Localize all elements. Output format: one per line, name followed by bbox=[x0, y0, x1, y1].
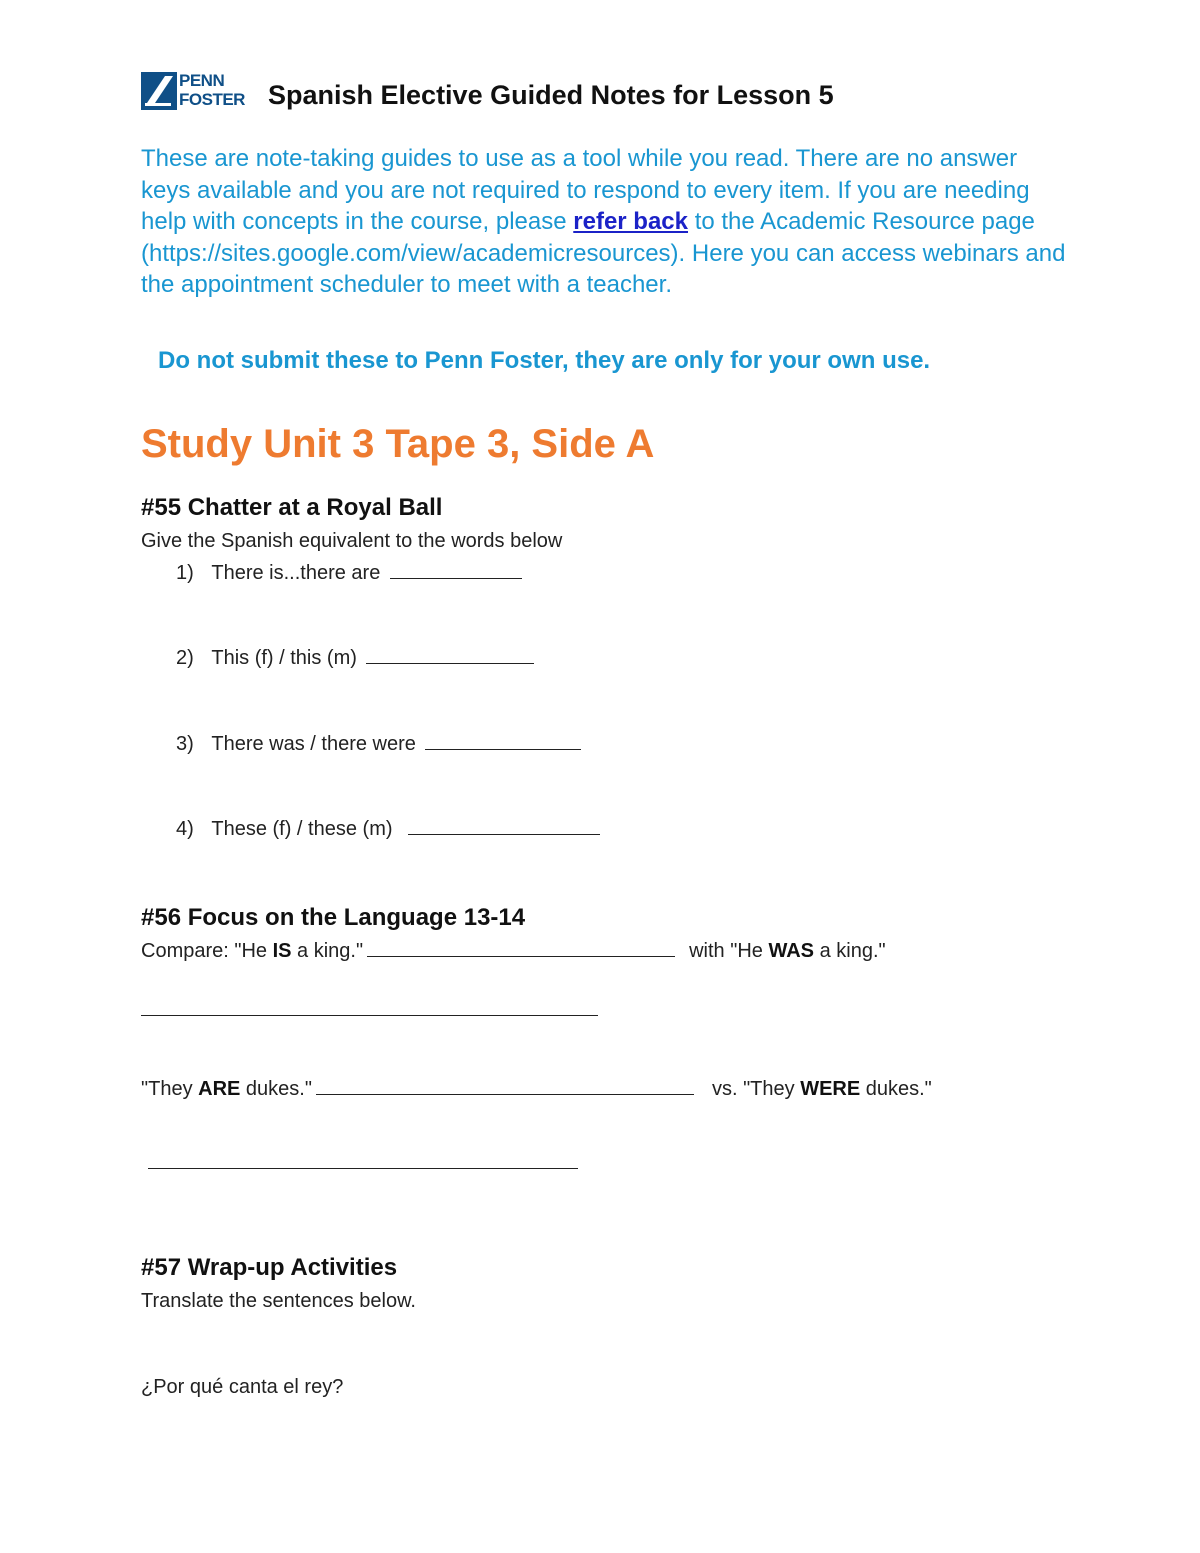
compare-text: "They bbox=[141, 1078, 199, 1100]
item-text: There was / there were bbox=[211, 733, 416, 755]
unit-heading: Study Unit 3 Tape 3, Side A bbox=[141, 422, 655, 466]
answer-blank[interactable] bbox=[390, 564, 522, 579]
compare-text: with "He bbox=[689, 940, 769, 962]
usage-warning: Do not submit these to Penn Foster, they are only for your own use. bbox=[158, 347, 931, 374]
section-55-instruction: Give the Spanish equivalent to the words below bbox=[141, 530, 563, 552]
answer-line[interactable] bbox=[141, 1015, 598, 1016]
item-number: 2) bbox=[176, 647, 194, 669]
item-text: There is...there are bbox=[211, 562, 381, 584]
section-56-heading: #56 Focus on the Language 13-14 bbox=[141, 904, 526, 931]
item-number: 4) bbox=[176, 818, 194, 840]
answer-blank[interactable] bbox=[366, 649, 534, 664]
compare-text: dukes." bbox=[240, 1078, 312, 1100]
compare-text: a king." bbox=[291, 940, 364, 962]
translate-sentence: ¿Por qué canta el rey? bbox=[141, 1376, 344, 1398]
list-item bbox=[176, 818, 600, 841]
section-57-instruction: Translate the sentences below. bbox=[141, 1290, 416, 1312]
compare-emphasis: WAS bbox=[768, 940, 815, 962]
refer-back-link[interactable]: refer back bbox=[573, 208, 689, 236]
penn-foster-logo bbox=[141, 72, 269, 112]
item-text: This (f) / this (m) bbox=[211, 647, 357, 669]
compare-text: dukes." bbox=[860, 1078, 932, 1100]
intro-text-start: These are note-taking guides to use as a tool while you read. There are no answer keys available and you are not required to respond to every item. If you are needing help with concepts in the course, please bbox=[141, 145, 1030, 236]
logo-mark-icon bbox=[141, 72, 177, 110]
section-55-heading: #55 Chatter at a Royal Ball bbox=[141, 494, 443, 521]
answer-blank[interactable] bbox=[425, 735, 581, 750]
compare-emphasis: ARE bbox=[198, 1078, 241, 1100]
compare-emphasis: IS bbox=[272, 940, 292, 962]
list-item bbox=[176, 733, 581, 756]
compare-line-2 bbox=[141, 1078, 932, 1101]
list-item bbox=[176, 647, 534, 670]
compare-text: a king." bbox=[814, 940, 886, 962]
page-title: Spanish Elective Guided Notes for Lesson 5 bbox=[268, 80, 834, 110]
item-text: These (f) / these (m) bbox=[211, 818, 393, 840]
compare-emphasis: WERE bbox=[800, 1078, 861, 1100]
compare-text: vs. "They bbox=[711, 1078, 801, 1100]
item-number: 1) bbox=[176, 562, 194, 584]
answer-line[interactable] bbox=[148, 1168, 578, 1169]
answer-blank[interactable] bbox=[367, 942, 675, 957]
list-item bbox=[176, 562, 522, 585]
section-57-heading: #57 Wrap-up Activities bbox=[141, 1254, 398, 1281]
logo-word-bottom: FOSTER bbox=[179, 90, 245, 109]
item-number: 3) bbox=[176, 733, 194, 755]
compare-text: Compare: "He bbox=[141, 940, 273, 962]
answer-blank[interactable] bbox=[316, 1080, 694, 1095]
logo-word-top: PENN bbox=[179, 71, 225, 90]
compare-line-1 bbox=[141, 940, 886, 963]
answer-blank[interactable] bbox=[408, 820, 600, 835]
intro-text-end: to the Academic Resource page (https://sites.google.com/view/academicresources). Here you can access webinars and the appointment scheduler to meet with a teacher. bbox=[141, 208, 1066, 299]
intro-paragraph bbox=[141, 143, 1071, 301]
